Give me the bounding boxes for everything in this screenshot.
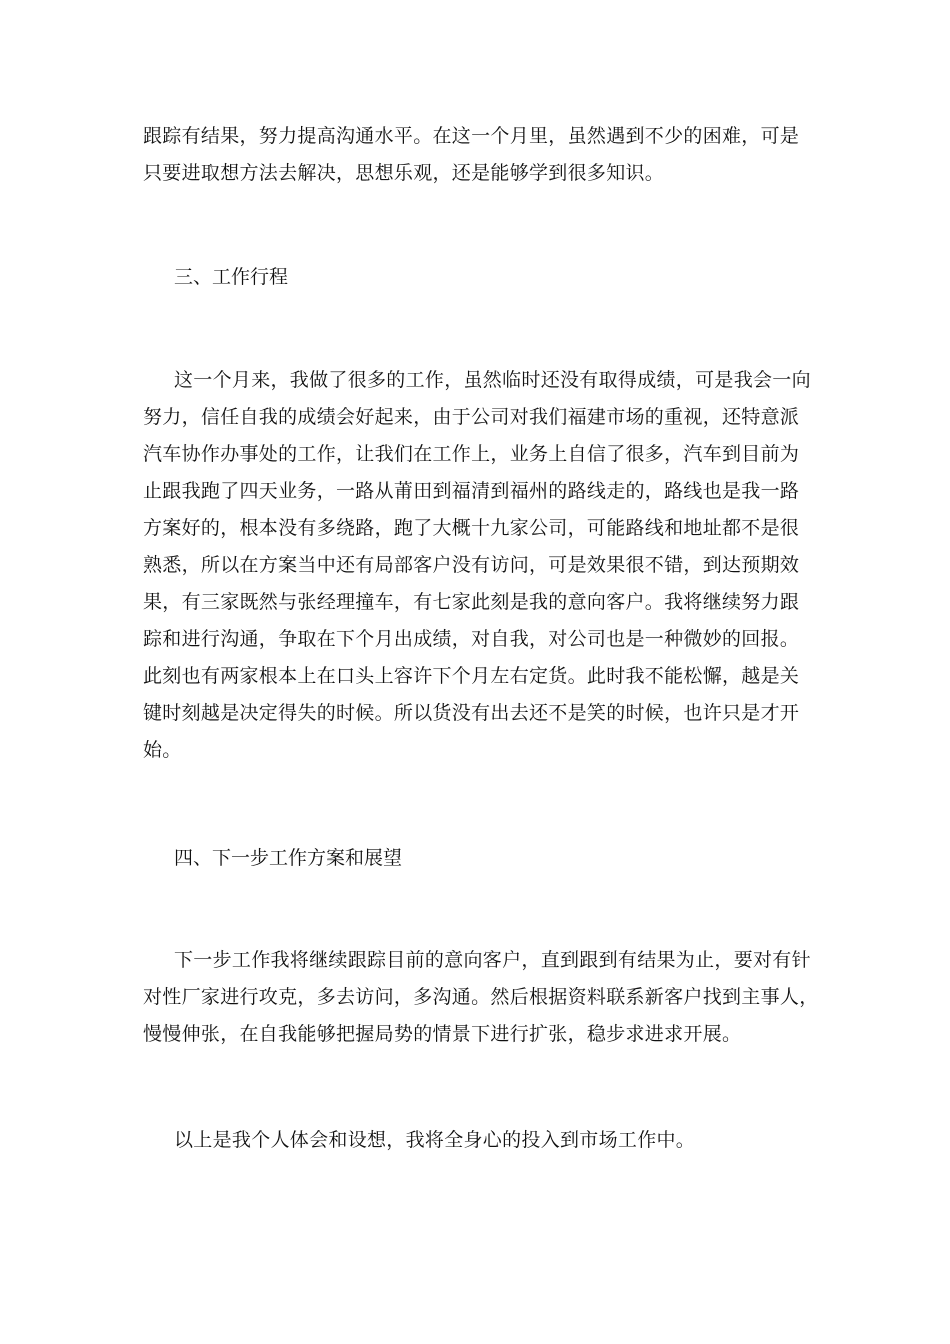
text-line: 止跟我跑了四天业务，一路从莆田到福清到福州的路线走的，路线也是我一路	[143, 480, 800, 502]
text-line: 以上是我个人体会和设想，我将全身心的投入到市场工作中。	[174, 1129, 696, 1151]
section-heading-4: 四、下一步工作方案和展望	[174, 847, 403, 869]
text-line: 下一步工作我将继续跟踪目前的意向客户，直到跟到有结果为止，要对有针	[174, 949, 811, 971]
text-line: 这一个月来，我做了很多的工作，虽然临时还没有取得成绩，可是我会一向	[174, 369, 811, 391]
text-line: 熟悉，所以在方案当中还有局部客户没有访问，可是效果很不错，到达预期效	[143, 554, 800, 576]
paragraph-work-itinerary	[143, 362, 813, 769]
text-line: 努力，信任自我的成绩会好起来，由于公司对我们福建市场的重视，还特意派	[143, 406, 800, 428]
text-line: 只要进取想方法去解决，思想乐观，还是能够学到很多知识。	[143, 162, 665, 184]
text-line: 此刻也有两家根本上在口头上容许下个月左右定货。此时我不能松懈，越是关	[143, 665, 800, 687]
text-line: 对性厂家进行攻克，多去访问，多沟通。然后根据资料联系新客户找到主事人，	[143, 986, 819, 1008]
section-heading-3: 三、工作行程	[174, 266, 289, 288]
paragraph-conclusion	[143, 1122, 813, 1159]
text-line: 慢慢伸张，在自我能够把握局势的情景下进行扩张，稳步求进求开展。	[143, 1023, 742, 1045]
text-line: 汽车协作办事处的工作，让我们在工作上，业务上自信了很多，汽车到目前为	[143, 443, 800, 465]
text-line: 键时刻越是决定得失的时候。所以货没有出去还不是笑的时候，也许只是才开	[143, 702, 800, 724]
text-line: 始。	[143, 739, 182, 761]
text-line: 踪和进行沟通，争取在下个月出成绩，对自我，对公司也是一种微妙的回报。	[143, 628, 800, 650]
text-line: 果，有三家既然与张经理撞车，有七家此刻是我的意向客户。我将继续努力跟	[143, 591, 800, 613]
text-line: 方案好的，根本没有多绕路，跑了大概十九家公司，可能路线和地址都不是很	[143, 517, 800, 539]
paragraph-continuation	[143, 118, 813, 192]
text-line: 跟踪有结果，努力提高沟通水平。在这一个月里，虽然遇到不少的困难，可是	[143, 125, 800, 147]
paragraph-next-steps	[143, 942, 819, 1053]
